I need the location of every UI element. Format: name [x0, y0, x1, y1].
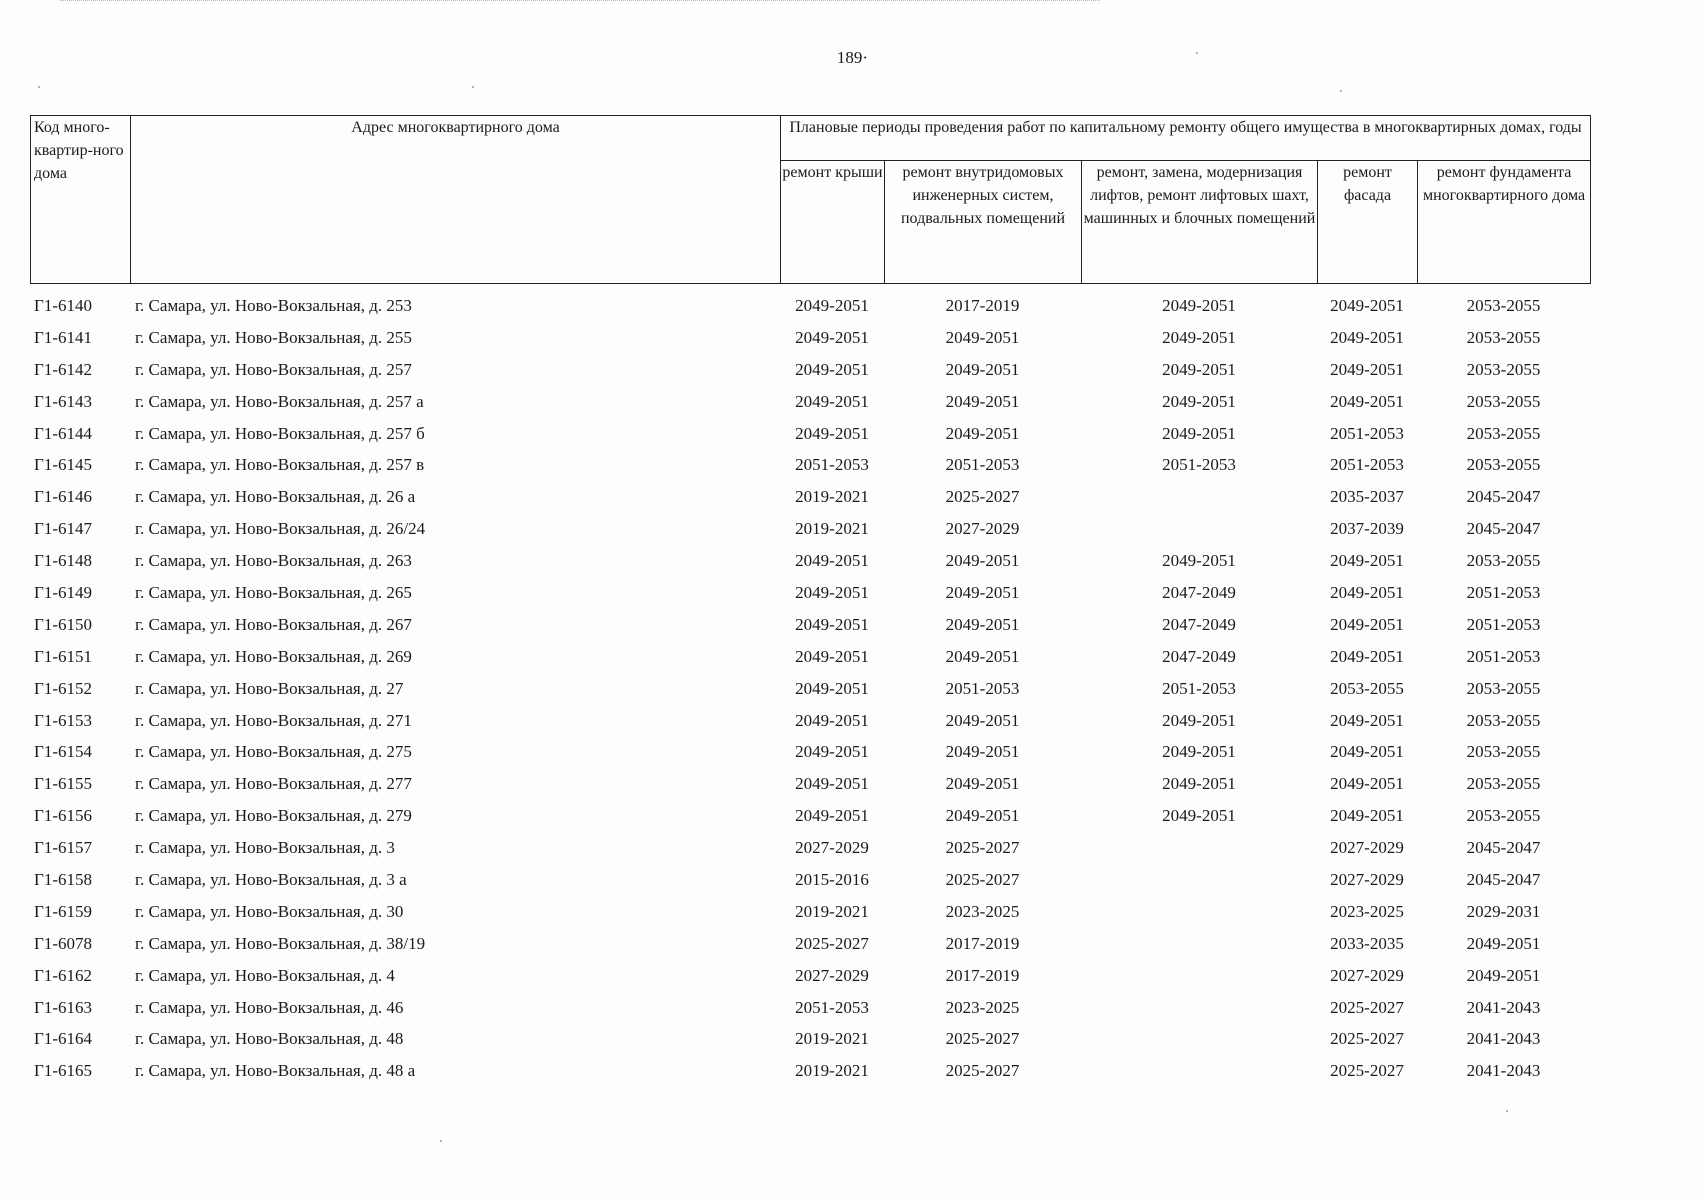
cell-lifts: 2049-2051 — [1162, 327, 1236, 347]
cell-systems: 2025-2027 — [945, 487, 1020, 507]
cell-facade: 2049-2051 — [1330, 391, 1404, 411]
cell-code: Г1-6154 — [34, 742, 92, 762]
cell-lifts: 2049-2051 — [1162, 806, 1236, 826]
cell-roof: 2019-2021 — [795, 519, 869, 539]
cell-lifts: 2049-2051 — [1162, 295, 1236, 315]
cell-facade: 2035-2037 — [1330, 487, 1404, 507]
cell-address: г. Самара, ул. Ново-Вокзальная, д. 257 — [135, 359, 412, 379]
cell-lifts — [1081, 1023, 1317, 1055]
table-row — [30, 449, 1590, 481]
cell-systems: 2051-2053 — [945, 455, 1020, 475]
cell-address: г. Самара, ул. Ново-Вокзальная, д. 279 — [135, 806, 412, 826]
cell-roof: 2025-2027 — [795, 933, 869, 953]
cell-facade: 2025-2027 — [1330, 1061, 1404, 1081]
cell-systems: 2049-2051 — [945, 391, 1020, 411]
cell-code: Г1-6151 — [34, 646, 92, 666]
cell-code: Г1-6143 — [34, 391, 92, 411]
cell-lifts: 2047-2049 — [1162, 582, 1236, 602]
cell-roof: 2049-2051 — [795, 551, 869, 571]
table-row — [30, 545, 1590, 577]
cell-address: г. Самара, ул. Ново-Вокзальная, д. 48 а — [135, 1061, 416, 1081]
cell-facade: 2051-2053 — [1330, 423, 1404, 443]
cell-lifts: 2049-2051 — [1162, 423, 1236, 443]
cell-roof: 2049-2051 — [795, 742, 869, 762]
scan-speck — [1506, 1110, 1508, 1112]
cell-roof: 2049-2051 — [795, 359, 869, 379]
cell-systems: 2049-2051 — [945, 774, 1020, 794]
table-body — [30, 290, 1590, 1087]
cell-systems: 2049-2051 — [945, 423, 1020, 443]
cell-foundation: 2053-2055 — [1466, 551, 1541, 571]
cell-foundation: 2051-2053 — [1466, 614, 1541, 634]
cell-lifts — [1081, 481, 1317, 513]
cell-roof: 2049-2051 — [795, 806, 869, 826]
cell-code: Г1-6163 — [34, 997, 92, 1017]
cell-systems: 2017-2019 — [945, 933, 1020, 953]
cell-address: г. Самара, ул. Ново-Вокзальная, д. 257 б — [135, 423, 425, 443]
cell-facade: 2049-2051 — [1330, 551, 1404, 571]
cell-foundation: 2041-2043 — [1466, 997, 1541, 1017]
cell-foundation: 2041-2043 — [1466, 1061, 1541, 1081]
cell-facade: 2049-2051 — [1330, 327, 1404, 347]
cell-address: г. Самара, ул. Ново-Вокзальная, д. 48 — [135, 1029, 404, 1049]
table-row — [30, 832, 1590, 864]
header-foundation: ремонт фундамента многоквартирного дома — [1418, 161, 1591, 284]
cell-systems: 2025-2027 — [945, 1061, 1020, 1081]
cell-address: г. Самара, ул. Ново-Вокзальная, д. 267 — [135, 614, 412, 634]
cell-facade: 2049-2051 — [1330, 774, 1404, 794]
cell-foundation: 2051-2053 — [1466, 646, 1541, 666]
cell-address: г. Самара, ул. Ново-Вокзальная, д. 46 — [135, 997, 404, 1017]
scan-speck — [1340, 90, 1342, 92]
cell-roof: 2051-2053 — [795, 455, 869, 475]
cell-code: Г1-6149 — [34, 582, 92, 602]
cell-foundation: 2041-2043 — [1466, 1029, 1541, 1049]
scan-speck — [440, 1140, 442, 1142]
table-row — [30, 800, 1590, 832]
table-row — [30, 609, 1590, 641]
cell-foundation: 2053-2055 — [1466, 806, 1541, 826]
cell-roof: 2049-2051 — [795, 327, 869, 347]
cell-address: г. Самара, ул. Ново-Вокзальная, д. 265 — [135, 582, 412, 602]
cell-address: г. Самара, ул. Ново-Вокзальная, д. 277 — [135, 774, 412, 794]
cell-address: г. Самара, ул. Ново-Вокзальная, д. 257 в — [135, 455, 425, 475]
table-header — [30, 115, 1591, 284]
cell-foundation: 2053-2055 — [1466, 391, 1541, 411]
table-row — [30, 481, 1590, 513]
scan-speck — [38, 86, 40, 88]
cell-code: Г1-6148 — [34, 551, 92, 571]
scan-top-edge — [60, 0, 1100, 2]
cell-foundation: 2045-2047 — [1466, 838, 1541, 858]
table-row — [30, 290, 1590, 322]
cell-lifts: 2049-2051 — [1162, 551, 1236, 571]
cell-address: г. Самара, ул. Ново-Вокзальная, д. 27 — [135, 678, 404, 698]
cell-code: Г1-6150 — [34, 614, 92, 634]
table-row — [30, 386, 1590, 418]
cell-code: Г1-6159 — [34, 901, 92, 921]
scan-speck — [472, 86, 474, 88]
data-table — [30, 290, 1590, 1087]
cell-facade: 2025-2027 — [1330, 1029, 1404, 1049]
cell-foundation: 2053-2055 — [1466, 295, 1541, 315]
cell-address: г. Самара, ул. Ново-Вокзальная, д. 4 — [135, 965, 395, 985]
cell-code: Г1-6155 — [34, 774, 92, 794]
cell-systems: 2049-2051 — [945, 359, 1020, 379]
cell-foundation: 2053-2055 — [1466, 423, 1541, 443]
cell-roof: 2019-2021 — [795, 1061, 869, 1081]
cell-lifts: 2049-2051 — [1162, 710, 1236, 730]
cell-code: Г1-6145 — [34, 455, 92, 475]
cell-foundation: 2053-2055 — [1466, 359, 1541, 379]
cell-roof: 2049-2051 — [795, 423, 869, 443]
cell-systems: 2051-2053 — [945, 678, 1020, 698]
header-facade: ремонт фасада — [1318, 161, 1418, 284]
cell-lifts: 2049-2051 — [1162, 742, 1236, 762]
cell-address: г. Самара, ул. Ново-Вокзальная, д. 26 а — [135, 487, 416, 507]
cell-facade: 2037-2039 — [1330, 519, 1404, 539]
cell-code: Г1-6078 — [34, 933, 92, 953]
cell-facade: 2033-2035 — [1330, 933, 1404, 953]
table-row — [30, 705, 1590, 737]
cell-address: г. Самара, ул. Ново-Вокзальная, д. 30 — [135, 901, 404, 921]
cell-systems: 2049-2051 — [945, 710, 1020, 730]
cell-code: Г1-6140 — [34, 295, 92, 315]
cell-lifts — [1081, 832, 1317, 864]
cell-facade: 2049-2051 — [1330, 359, 1404, 379]
cell-systems: 2025-2027 — [945, 869, 1020, 889]
cell-lifts — [1081, 896, 1317, 928]
cell-code: Г1-6153 — [34, 710, 92, 730]
cell-foundation: 2049-2051 — [1466, 965, 1541, 985]
cell-lifts — [1081, 864, 1317, 896]
cell-code: Г1-6147 — [34, 519, 92, 539]
cell-lifts: 2047-2049 — [1162, 614, 1236, 634]
table-row — [30, 896, 1590, 928]
table-row — [30, 354, 1590, 386]
cell-foundation: 2049-2051 — [1466, 933, 1541, 953]
cell-address: г. Самара, ул. Ново-Вокзальная, д. 269 — [135, 646, 412, 666]
cell-facade: 2049-2051 — [1330, 806, 1404, 826]
table-row — [30, 1023, 1590, 1055]
table-row — [30, 641, 1590, 673]
cell-foundation: 2029-2031 — [1466, 901, 1541, 921]
table-row — [30, 1055, 1590, 1087]
cell-code: Г1-6146 — [34, 487, 92, 507]
cell-roof: 2049-2051 — [795, 582, 869, 602]
cell-roof: 2049-2051 — [795, 614, 869, 634]
cell-lifts: 2049-2051 — [1162, 774, 1236, 794]
cell-lifts — [1081, 928, 1317, 960]
table-row — [30, 736, 1590, 768]
cell-facade: 2049-2051 — [1330, 582, 1404, 602]
cell-systems: 2049-2051 — [945, 551, 1020, 571]
table-row — [30, 513, 1590, 545]
cell-lifts — [1081, 513, 1317, 545]
cell-code: Г1-6152 — [34, 678, 92, 698]
cell-foundation: 2045-2047 — [1466, 519, 1541, 539]
table-row — [30, 768, 1590, 800]
cell-code: Г1-6164 — [34, 1029, 92, 1049]
cell-facade: 2025-2027 — [1330, 997, 1404, 1017]
cell-code: Г1-6141 — [34, 327, 92, 347]
cell-roof: 2027-2029 — [795, 965, 869, 985]
cell-lifts — [1081, 1055, 1317, 1087]
cell-roof: 2049-2051 — [795, 710, 869, 730]
cell-lifts — [1081, 992, 1317, 1024]
cell-address: г. Самара, ул. Ново-Вокзальная, д. 3 — [135, 838, 395, 858]
cell-foundation: 2051-2053 — [1466, 582, 1541, 602]
cell-systems: 2049-2051 — [945, 327, 1020, 347]
cell-roof: 2049-2051 — [795, 391, 869, 411]
table-row — [30, 960, 1590, 992]
header-code: Код много-квартир-ного дома — [31, 116, 131, 284]
table-row — [30, 992, 1590, 1024]
cell-systems: 2049-2051 — [945, 582, 1020, 602]
cell-foundation: 2053-2055 — [1466, 774, 1541, 794]
cell-roof: 2019-2021 — [795, 901, 869, 921]
cell-roof: 2049-2051 — [795, 678, 869, 698]
header-systems: ремонт внутридомовых инженерных систем, подвальных помещений — [885, 161, 1082, 284]
cell-systems: 2049-2051 — [945, 646, 1020, 666]
cell-facade: 2027-2029 — [1330, 838, 1404, 858]
cell-address: г. Самара, ул. Ново-Вокзальная, д. 263 — [135, 551, 412, 571]
cell-systems: 2027-2029 — [945, 519, 1020, 539]
cell-address: г. Самара, ул. Ново-Вокзальная, д. 271 — [135, 710, 412, 730]
cell-address: г. Самара, ул. Ново-Вокзальная, д. 38/19 — [135, 933, 426, 953]
table-row — [30, 673, 1590, 705]
cell-roof: 2049-2051 — [795, 774, 869, 794]
cell-foundation: 2053-2055 — [1466, 678, 1541, 698]
table-row — [30, 577, 1590, 609]
cell-facade: 2049-2051 — [1330, 742, 1404, 762]
cell-address: г. Самара, ул. Ново-Вокзальная, д. 255 — [135, 327, 412, 347]
header-lifts: ремонт, замена, модернизация лифтов, ремонт лифтовых шахт, машинных и блочных помещений — [1082, 161, 1318, 284]
cell-roof: 2019-2021 — [795, 487, 869, 507]
cell-lifts: 2049-2051 — [1162, 391, 1236, 411]
cell-facade: 2053-2055 — [1330, 678, 1404, 698]
cell-roof: 2019-2021 — [795, 1029, 869, 1049]
cell-address: г. Самара, ул. Ново-Вокзальная, д. 26/24 — [135, 519, 426, 539]
cell-code: Г1-6157 — [34, 838, 92, 858]
cell-facade: 2027-2029 — [1330, 869, 1404, 889]
cell-facade: 2049-2051 — [1330, 614, 1404, 634]
cell-lifts: 2051-2053 — [1162, 678, 1236, 698]
cell-systems: 2049-2051 — [945, 806, 1020, 826]
table-row — [30, 928, 1590, 960]
table-row — [30, 864, 1590, 896]
cell-facade: 2049-2051 — [1330, 646, 1404, 666]
cell-address: г. Самара, ул. Ново-Вокзальная, д. 257 а — [135, 391, 424, 411]
cell-foundation: 2053-2055 — [1466, 710, 1541, 730]
cell-code: Г1-6144 — [34, 423, 92, 443]
cell-foundation: 2053-2055 — [1466, 327, 1541, 347]
cell-systems: 2049-2051 — [945, 742, 1020, 762]
cell-address: г. Самара, ул. Ново-Вокзальная, д. 275 — [135, 742, 412, 762]
cell-foundation: 2045-2047 — [1466, 487, 1541, 507]
cell-systems: 2025-2027 — [945, 838, 1020, 858]
cell-code: Г1-6165 — [34, 1061, 92, 1081]
cell-systems: 2017-2019 — [945, 965, 1020, 985]
header-address: Адрес многоквартирного дома — [131, 116, 781, 284]
cell-foundation: 2053-2055 — [1466, 455, 1541, 475]
table-row — [30, 418, 1590, 450]
page-number: 189· — [836, 48, 869, 67]
cell-lifts: 2049-2051 — [1162, 359, 1236, 379]
cell-roof: 2027-2029 — [795, 838, 869, 858]
cell-code: Г1-6142 — [34, 359, 92, 379]
cell-facade: 2027-2029 — [1330, 965, 1404, 985]
cell-address: г. Самара, ул. Ново-Вокзальная, д. 3 а — [135, 869, 407, 889]
cell-code: Г1-6156 — [34, 806, 92, 826]
cell-foundation: 2053-2055 — [1466, 742, 1541, 762]
cell-foundation: 2045-2047 — [1466, 869, 1541, 889]
header-periods: Плановые периоды проведения работ по капитальному ремонту общего имущества в многоквартирных домах, годы — [781, 116, 1591, 161]
header-roof: ремонт крыши — [781, 161, 885, 284]
cell-roof: 2015-2016 — [795, 869, 869, 889]
cell-facade: 2051-2053 — [1330, 455, 1404, 475]
cell-lifts: 2051-2053 — [1162, 455, 1236, 475]
cell-address: г. Самара, ул. Ново-Вокзальная, д. 253 — [135, 295, 412, 315]
cell-facade: 2049-2051 — [1330, 710, 1404, 730]
cell-code: Г1-6158 — [34, 869, 92, 889]
cell-roof: 2049-2051 — [795, 295, 869, 315]
cell-systems: 2017-2019 — [945, 295, 1020, 315]
cell-code: Г1-6162 — [34, 965, 92, 985]
cell-roof: 2051-2053 — [795, 997, 869, 1017]
cell-roof: 2049-2051 — [795, 646, 869, 666]
cell-systems: 2049-2051 — [945, 614, 1020, 634]
table-row — [30, 322, 1590, 354]
cell-lifts — [1081, 960, 1317, 992]
cell-lifts: 2047-2049 — [1162, 646, 1236, 666]
cell-facade: 2049-2051 — [1330, 295, 1404, 315]
cell-systems: 2023-2025 — [945, 997, 1020, 1017]
cell-systems: 2025-2027 — [945, 1029, 1020, 1049]
cell-systems: 2023-2025 — [945, 901, 1020, 921]
cell-facade: 2023-2025 — [1330, 901, 1404, 921]
